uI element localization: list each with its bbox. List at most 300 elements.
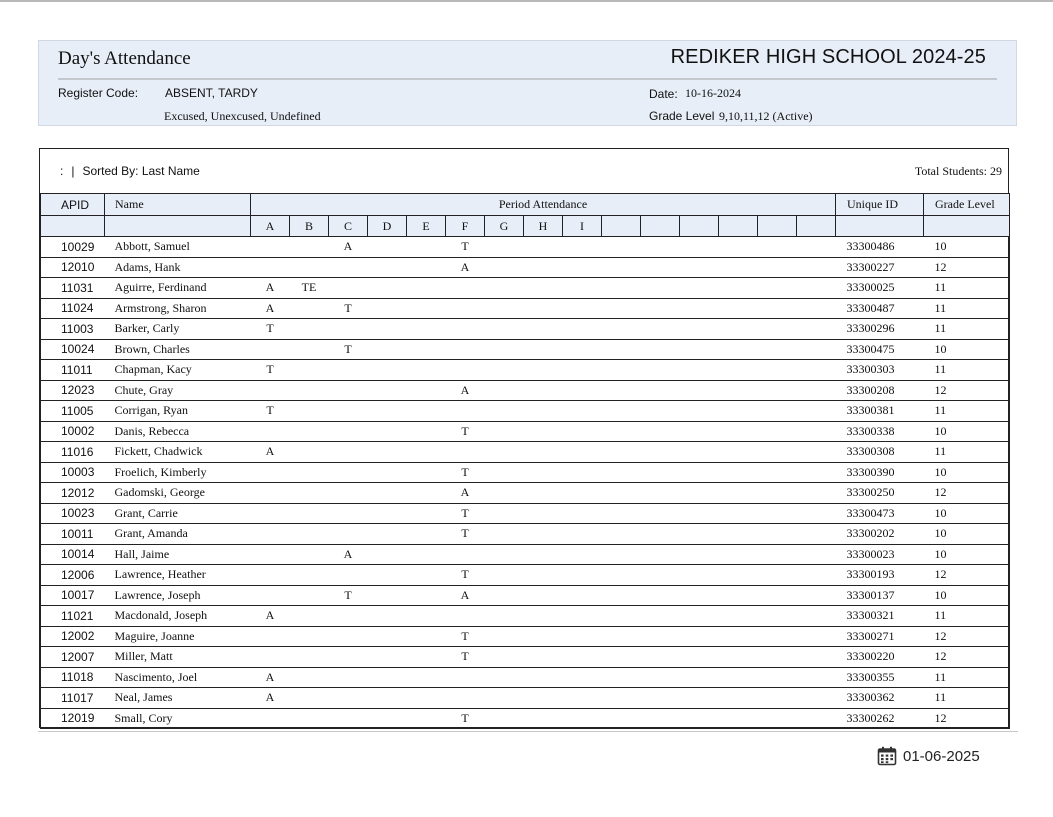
cell-period (251, 626, 290, 647)
cell-period: T (446, 237, 485, 258)
cell-period (641, 688, 680, 709)
register-code-value: ABSENT, TARDY (165, 86, 258, 100)
sorted-by-label: Sorted By: Last Name (82, 164, 200, 178)
cell-period: A (251, 298, 290, 319)
cell-period (602, 401, 641, 422)
cell-grade-level: 11 (924, 278, 1010, 299)
cell-period (524, 462, 563, 483)
cell-period (251, 339, 290, 360)
cell-period (797, 421, 836, 442)
cell-period (524, 237, 563, 258)
cell-period (524, 278, 563, 299)
cell-period (524, 708, 563, 729)
cell-apid: 10014 (41, 544, 105, 565)
cell-period (563, 606, 602, 627)
cell-period (797, 667, 836, 688)
cell-period (407, 278, 446, 299)
cell-period (797, 237, 836, 258)
cell-period (680, 585, 719, 606)
cell-period (329, 483, 368, 504)
cell-period (758, 708, 797, 729)
cell-period (368, 401, 407, 422)
cell-period (719, 647, 758, 668)
cell-period (290, 565, 329, 586)
period-header-a: A (251, 216, 290, 237)
cell-apid: 11005 (41, 401, 105, 422)
cell-period (563, 483, 602, 504)
table-row (41, 462, 1010, 483)
cell-period (290, 606, 329, 627)
cell-period (368, 647, 407, 668)
cell-name: Nascimento, Joel (105, 667, 251, 688)
cell-period (641, 626, 680, 647)
cell-unique-id: 33300390 (836, 462, 924, 483)
table-row (41, 565, 1010, 586)
cell-period (758, 278, 797, 299)
cell-period: T (446, 565, 485, 586)
cell-period (680, 462, 719, 483)
grade-level-value: 9,10,11,12 (Active) (719, 109, 813, 123)
cell-period (563, 688, 602, 709)
cell-period (368, 503, 407, 524)
page-title: Day's Attendance (58, 48, 191, 69)
cell-period (680, 708, 719, 729)
cell-grade-level: 10 (924, 421, 1010, 442)
cell-period (641, 401, 680, 422)
cell-period (368, 380, 407, 401)
cell-period (407, 667, 446, 688)
cell-period (524, 319, 563, 340)
cell-period (407, 688, 446, 709)
cell-period (251, 503, 290, 524)
cell-period (485, 626, 524, 647)
cell-period (485, 257, 524, 278)
table-row (41, 278, 1010, 299)
cell-period (758, 319, 797, 340)
cell-name: Adams, Hank (105, 257, 251, 278)
cell-period (368, 667, 407, 688)
cell-period (407, 647, 446, 668)
cell-period (524, 647, 563, 668)
cell-period (446, 688, 485, 709)
cell-period (290, 339, 329, 360)
cell-apid: 10002 (41, 421, 105, 442)
cell-period (797, 626, 836, 647)
calendar-icon (877, 746, 897, 766)
period-header-blank-14 (797, 216, 836, 237)
cell-period (797, 688, 836, 709)
cell-period (407, 380, 446, 401)
cell-period (524, 360, 563, 381)
cell-period (641, 585, 680, 606)
cell-period (251, 421, 290, 442)
cell-period (719, 257, 758, 278)
table-row (41, 298, 1010, 319)
cell-period (797, 380, 836, 401)
cell-period (719, 442, 758, 463)
cell-period (758, 421, 797, 442)
cell-period (758, 626, 797, 647)
cell-period (290, 380, 329, 401)
cell-period (368, 257, 407, 278)
table-row (41, 585, 1010, 606)
cell-period (719, 688, 758, 709)
cell-period (290, 483, 329, 504)
cell-grade-level: 12 (924, 708, 1010, 729)
cell-apid: 10011 (41, 524, 105, 545)
cell-period (797, 503, 836, 524)
table-row (41, 626, 1010, 647)
cell-period (758, 298, 797, 319)
cell-period (446, 278, 485, 299)
cell-period (563, 257, 602, 278)
cell-name: Hall, Jaime (105, 544, 251, 565)
cell-period (680, 339, 719, 360)
cell-period (407, 339, 446, 360)
cell-apid: 12019 (41, 708, 105, 729)
period-header-blank-11 (680, 216, 719, 237)
cell-period (758, 544, 797, 565)
cell-name: Fickett, Chadwick (105, 442, 251, 463)
cell-period (680, 278, 719, 299)
cell-period: A (251, 606, 290, 627)
cell-grade-level: 12 (924, 380, 1010, 401)
cell-name: Armstrong, Sharon (105, 298, 251, 319)
cell-period (329, 688, 368, 709)
cell-period (758, 380, 797, 401)
cell-period (446, 667, 485, 688)
cell-period (524, 524, 563, 545)
cell-grade-level: 11 (924, 442, 1010, 463)
cell-apid: 11011 (41, 360, 105, 381)
cell-period (485, 401, 524, 422)
cell-period (719, 483, 758, 504)
cell-period (524, 667, 563, 688)
cell-period (446, 298, 485, 319)
cell-period: A (329, 237, 368, 258)
cell-grade-level: 10 (924, 585, 1010, 606)
cell-period (329, 257, 368, 278)
cell-period (290, 237, 329, 258)
cell-period (329, 380, 368, 401)
table-row (41, 606, 1010, 627)
cell-period (524, 688, 563, 709)
cell-period (524, 442, 563, 463)
cell-grade-level: 11 (924, 606, 1010, 627)
cell-period (485, 565, 524, 586)
cell-period (719, 298, 758, 319)
register-code-subtypes: Excused, Unexcused, Undefined (164, 109, 321, 123)
cell-period (290, 585, 329, 606)
table-row (41, 380, 1010, 401)
cell-period (368, 462, 407, 483)
cell-period (602, 462, 641, 483)
cell-unique-id: 33300355 (836, 667, 924, 688)
cell-period (251, 380, 290, 401)
cell-name: Brown, Charles (105, 339, 251, 360)
cell-period (251, 565, 290, 586)
table-row (41, 688, 1010, 709)
cell-apid: 10024 (41, 339, 105, 360)
cell-period (758, 524, 797, 545)
cell-period (680, 544, 719, 565)
cell-period (563, 421, 602, 442)
cell-period (368, 708, 407, 729)
cell-period (407, 237, 446, 258)
table-row (41, 360, 1010, 381)
cell-period (641, 298, 680, 319)
cell-period (758, 401, 797, 422)
cell-period (797, 606, 836, 627)
period-header-spacer (924, 216, 1010, 237)
cell-period (680, 647, 719, 668)
cell-period (446, 442, 485, 463)
cell-apid: 12002 (41, 626, 105, 647)
table-row (41, 401, 1010, 422)
footer-divider (38, 731, 1018, 732)
cell-period (602, 667, 641, 688)
cell-unique-id: 33300308 (836, 442, 924, 463)
table-row (41, 319, 1010, 340)
cell-period: T (446, 421, 485, 442)
cell-period (407, 257, 446, 278)
cell-period (797, 524, 836, 545)
cell-period (368, 278, 407, 299)
column-header-grade-level: Grade Level (924, 194, 1010, 216)
cell-period (329, 278, 368, 299)
cell-period (680, 667, 719, 688)
cell-period (290, 319, 329, 340)
period-header-f: F (446, 216, 485, 237)
cell-period (368, 339, 407, 360)
cell-period (563, 626, 602, 647)
cell-period (563, 278, 602, 299)
cell-period (290, 421, 329, 442)
cell-period (524, 483, 563, 504)
cell-period (641, 380, 680, 401)
cell-period (602, 483, 641, 504)
cell-apid: 10003 (41, 462, 105, 483)
cell-period (602, 339, 641, 360)
grade-level-label: Grade Level (649, 109, 715, 123)
cell-period (680, 237, 719, 258)
cell-period (251, 524, 290, 545)
table-row (41, 442, 1010, 463)
cell-period (407, 606, 446, 627)
cell-period (719, 339, 758, 360)
cell-grade-level: 12 (924, 647, 1010, 668)
cell-period: A (251, 278, 290, 299)
cell-period (758, 667, 797, 688)
cell-period (641, 442, 680, 463)
cell-period (407, 585, 446, 606)
cell-period (602, 360, 641, 381)
cell-period (485, 647, 524, 668)
cell-period (563, 380, 602, 401)
cell-period: T (446, 708, 485, 729)
cell-period (602, 688, 641, 709)
cell-period (641, 483, 680, 504)
table-row (41, 483, 1010, 504)
cell-period (680, 626, 719, 647)
cell-period (602, 278, 641, 299)
cell-grade-level: 11 (924, 319, 1010, 340)
print-date: 01-06-2025 (903, 747, 980, 765)
cell-grade-level: 10 (924, 524, 1010, 545)
cell-period (290, 257, 329, 278)
cell-period (719, 503, 758, 524)
cell-period: T (251, 401, 290, 422)
cell-period: T (329, 585, 368, 606)
cell-grade-level: 12 (924, 257, 1010, 278)
cell-period (680, 524, 719, 545)
cell-period (251, 647, 290, 668)
cell-period (407, 462, 446, 483)
sort-prefix: : (60, 164, 64, 178)
cell-period (797, 442, 836, 463)
date-value: 10-16-2024 (685, 86, 741, 100)
report-header (38, 40, 1017, 126)
cell-period (485, 708, 524, 729)
cell-period (329, 708, 368, 729)
cell-period (407, 626, 446, 647)
cell-unique-id: 33300338 (836, 421, 924, 442)
cell-period (602, 503, 641, 524)
cell-period (524, 565, 563, 586)
cell-period (368, 298, 407, 319)
cell-period (251, 708, 290, 729)
table-row (41, 708, 1010, 729)
cell-period: A (251, 688, 290, 709)
cell-period (524, 257, 563, 278)
cell-period (680, 483, 719, 504)
cell-apid: 12023 (41, 380, 105, 401)
cell-period (797, 462, 836, 483)
top-divider (0, 0, 1053, 2)
cell-unique-id: 33300271 (836, 626, 924, 647)
column-header-name: Name (105, 194, 251, 216)
cell-period (485, 237, 524, 258)
table-row (41, 524, 1010, 545)
cell-apid: 11024 (41, 298, 105, 319)
table-row (41, 647, 1010, 668)
cell-grade-level: 11 (924, 360, 1010, 381)
cell-name: Small, Cory (105, 708, 251, 729)
cell-period (797, 257, 836, 278)
cell-period (485, 688, 524, 709)
cell-period (680, 688, 719, 709)
cell-period (641, 360, 680, 381)
cell-period (602, 626, 641, 647)
cell-period (719, 278, 758, 299)
cell-name: Corrigan, Ryan (105, 401, 251, 422)
cell-name: Macdonald, Joseph (105, 606, 251, 627)
cell-period (251, 462, 290, 483)
cell-grade-level: 11 (924, 298, 1010, 319)
cell-period (797, 585, 836, 606)
cell-period (641, 237, 680, 258)
cell-period (641, 544, 680, 565)
cell-period (563, 565, 602, 586)
cell-apid: 10023 (41, 503, 105, 524)
cell-period (368, 421, 407, 442)
cell-period (602, 380, 641, 401)
cell-period (407, 708, 446, 729)
cell-period (719, 360, 758, 381)
cell-period: A (446, 257, 485, 278)
cell-period (719, 524, 758, 545)
cell-unique-id: 33300321 (836, 606, 924, 627)
cell-period (758, 688, 797, 709)
cell-unique-id: 33300487 (836, 298, 924, 319)
cell-name: Danis, Rebecca (105, 421, 251, 442)
cell-period (290, 688, 329, 709)
cell-period: A (329, 544, 368, 565)
column-header-apid: APID (41, 194, 105, 216)
cell-period (251, 483, 290, 504)
cell-period (719, 319, 758, 340)
total-students: Total Students: 29 (914, 164, 1002, 178)
register-code-label: Register Code: (58, 86, 139, 100)
attendance-table (40, 193, 1010, 729)
cell-period: A (446, 585, 485, 606)
cell-period (797, 360, 836, 381)
cell-period (602, 237, 641, 258)
cell-period (719, 462, 758, 483)
cell-period (407, 298, 446, 319)
cell-period (641, 503, 680, 524)
cell-period (719, 585, 758, 606)
cell-period (524, 401, 563, 422)
cell-period: T (446, 647, 485, 668)
period-header-d: D (368, 216, 407, 237)
table-row (41, 257, 1010, 278)
cell-period (290, 626, 329, 647)
cell-period (758, 503, 797, 524)
cell-apid: 11031 (41, 278, 105, 299)
cell-period (797, 401, 836, 422)
cell-period (680, 606, 719, 627)
sort-divider: | (71, 164, 75, 178)
school-name: REDIKER HIGH SCHOOL 2024-25 (670, 46, 986, 68)
cell-period (641, 462, 680, 483)
column-header-unique-id: Unique ID (836, 194, 924, 216)
cell-grade-level: 10 (924, 544, 1010, 565)
cell-name: Barker, Carly (105, 319, 251, 340)
cell-period (329, 647, 368, 668)
cell-period (680, 401, 719, 422)
cell-period (368, 688, 407, 709)
cell-period (680, 503, 719, 524)
cell-period (446, 319, 485, 340)
sort-info (60, 164, 200, 178)
cell-period (602, 565, 641, 586)
cell-period (446, 544, 485, 565)
cell-period (641, 278, 680, 299)
cell-period (485, 544, 524, 565)
cell-grade-level: 10 (924, 503, 1010, 524)
cell-period (758, 565, 797, 586)
cell-period (485, 462, 524, 483)
cell-grade-level: 10 (924, 237, 1010, 258)
cell-period: T (329, 339, 368, 360)
cell-unique-id: 33300202 (836, 524, 924, 545)
cell-period (719, 708, 758, 729)
cell-unique-id: 33300208 (836, 380, 924, 401)
cell-unique-id: 33300262 (836, 708, 924, 729)
cell-period (251, 237, 290, 258)
cell-name: Gadomski, George (105, 483, 251, 504)
